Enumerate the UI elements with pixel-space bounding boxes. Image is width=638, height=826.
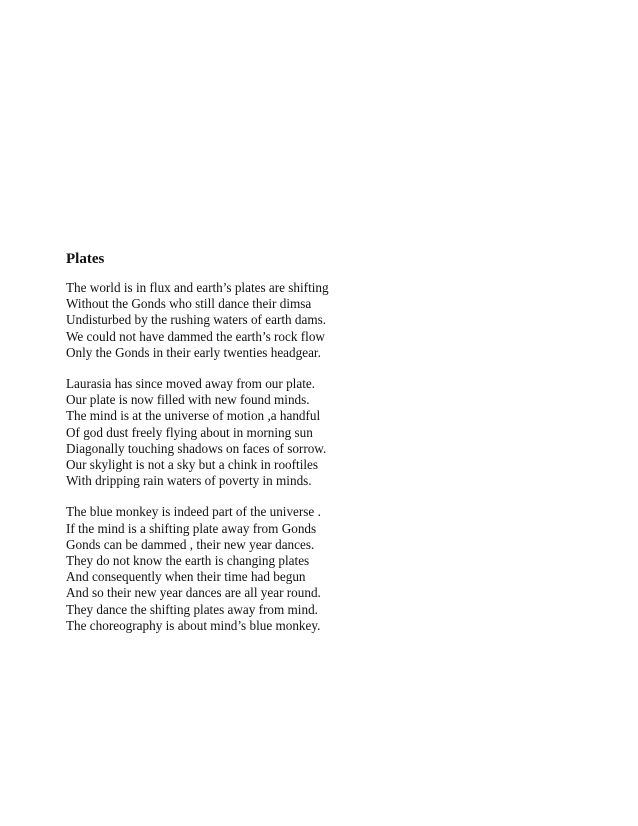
poem-line: Our plate is now filled with new found minds. — [66, 392, 310, 408]
poem-line: Undisturbed by the rushing waters of earth dams. — [66, 312, 327, 328]
poem-line: Laurasia has since moved away from our plate. — [66, 376, 316, 392]
poem-line: Without the Gonds who still dance their dimsa — [66, 296, 312, 312]
poem-line: Of god dust freely flying about in morning sun — [66, 424, 313, 440]
poem — [66, 250, 586, 649]
poem-line: Gonds can be dammed , their new year dances. — [66, 536, 315, 552]
poem-line: They dance the shifting plates away from mind. — [66, 601, 318, 617]
poem-line: And so their new year dances are all year round. — [66, 585, 321, 601]
poem-line: Diagonally touching shadows on faces of sorrow. — [66, 440, 327, 456]
stanza-3 — [66, 504, 586, 634]
poem-title: Plates — [66, 251, 105, 267]
poem-line: They do not know the earth is changing plates — [66, 553, 310, 569]
stanza-2 — [66, 376, 586, 489]
poem-line: The mind is at the universe of motion ,a handful — [66, 408, 321, 424]
poem-line: The world is in flux and earth’s plates are shifting — [66, 280, 329, 295]
poem-line: With dripping rain waters of poverty in minds. — [66, 473, 312, 489]
poem-line: And consequently when their time had begun — [66, 569, 306, 585]
stanza-1 — [66, 280, 586, 361]
poem-line: Only the Gonds in their early twenties headgear. — [66, 344, 321, 360]
poem-line: Our skylight is not a sky but a chink in rooftiles — [66, 457, 319, 473]
poem-line: The choreography is about mind’s blue monkey. — [66, 617, 321, 633]
poem-line: If the mind is a shifting plate away from Gonds — [66, 520, 317, 536]
poem-line: The blue monkey is indeed part of the universe . — [66, 504, 321, 520]
poem-line: We could not have dammed the earth’s rock flow — [66, 328, 325, 344]
